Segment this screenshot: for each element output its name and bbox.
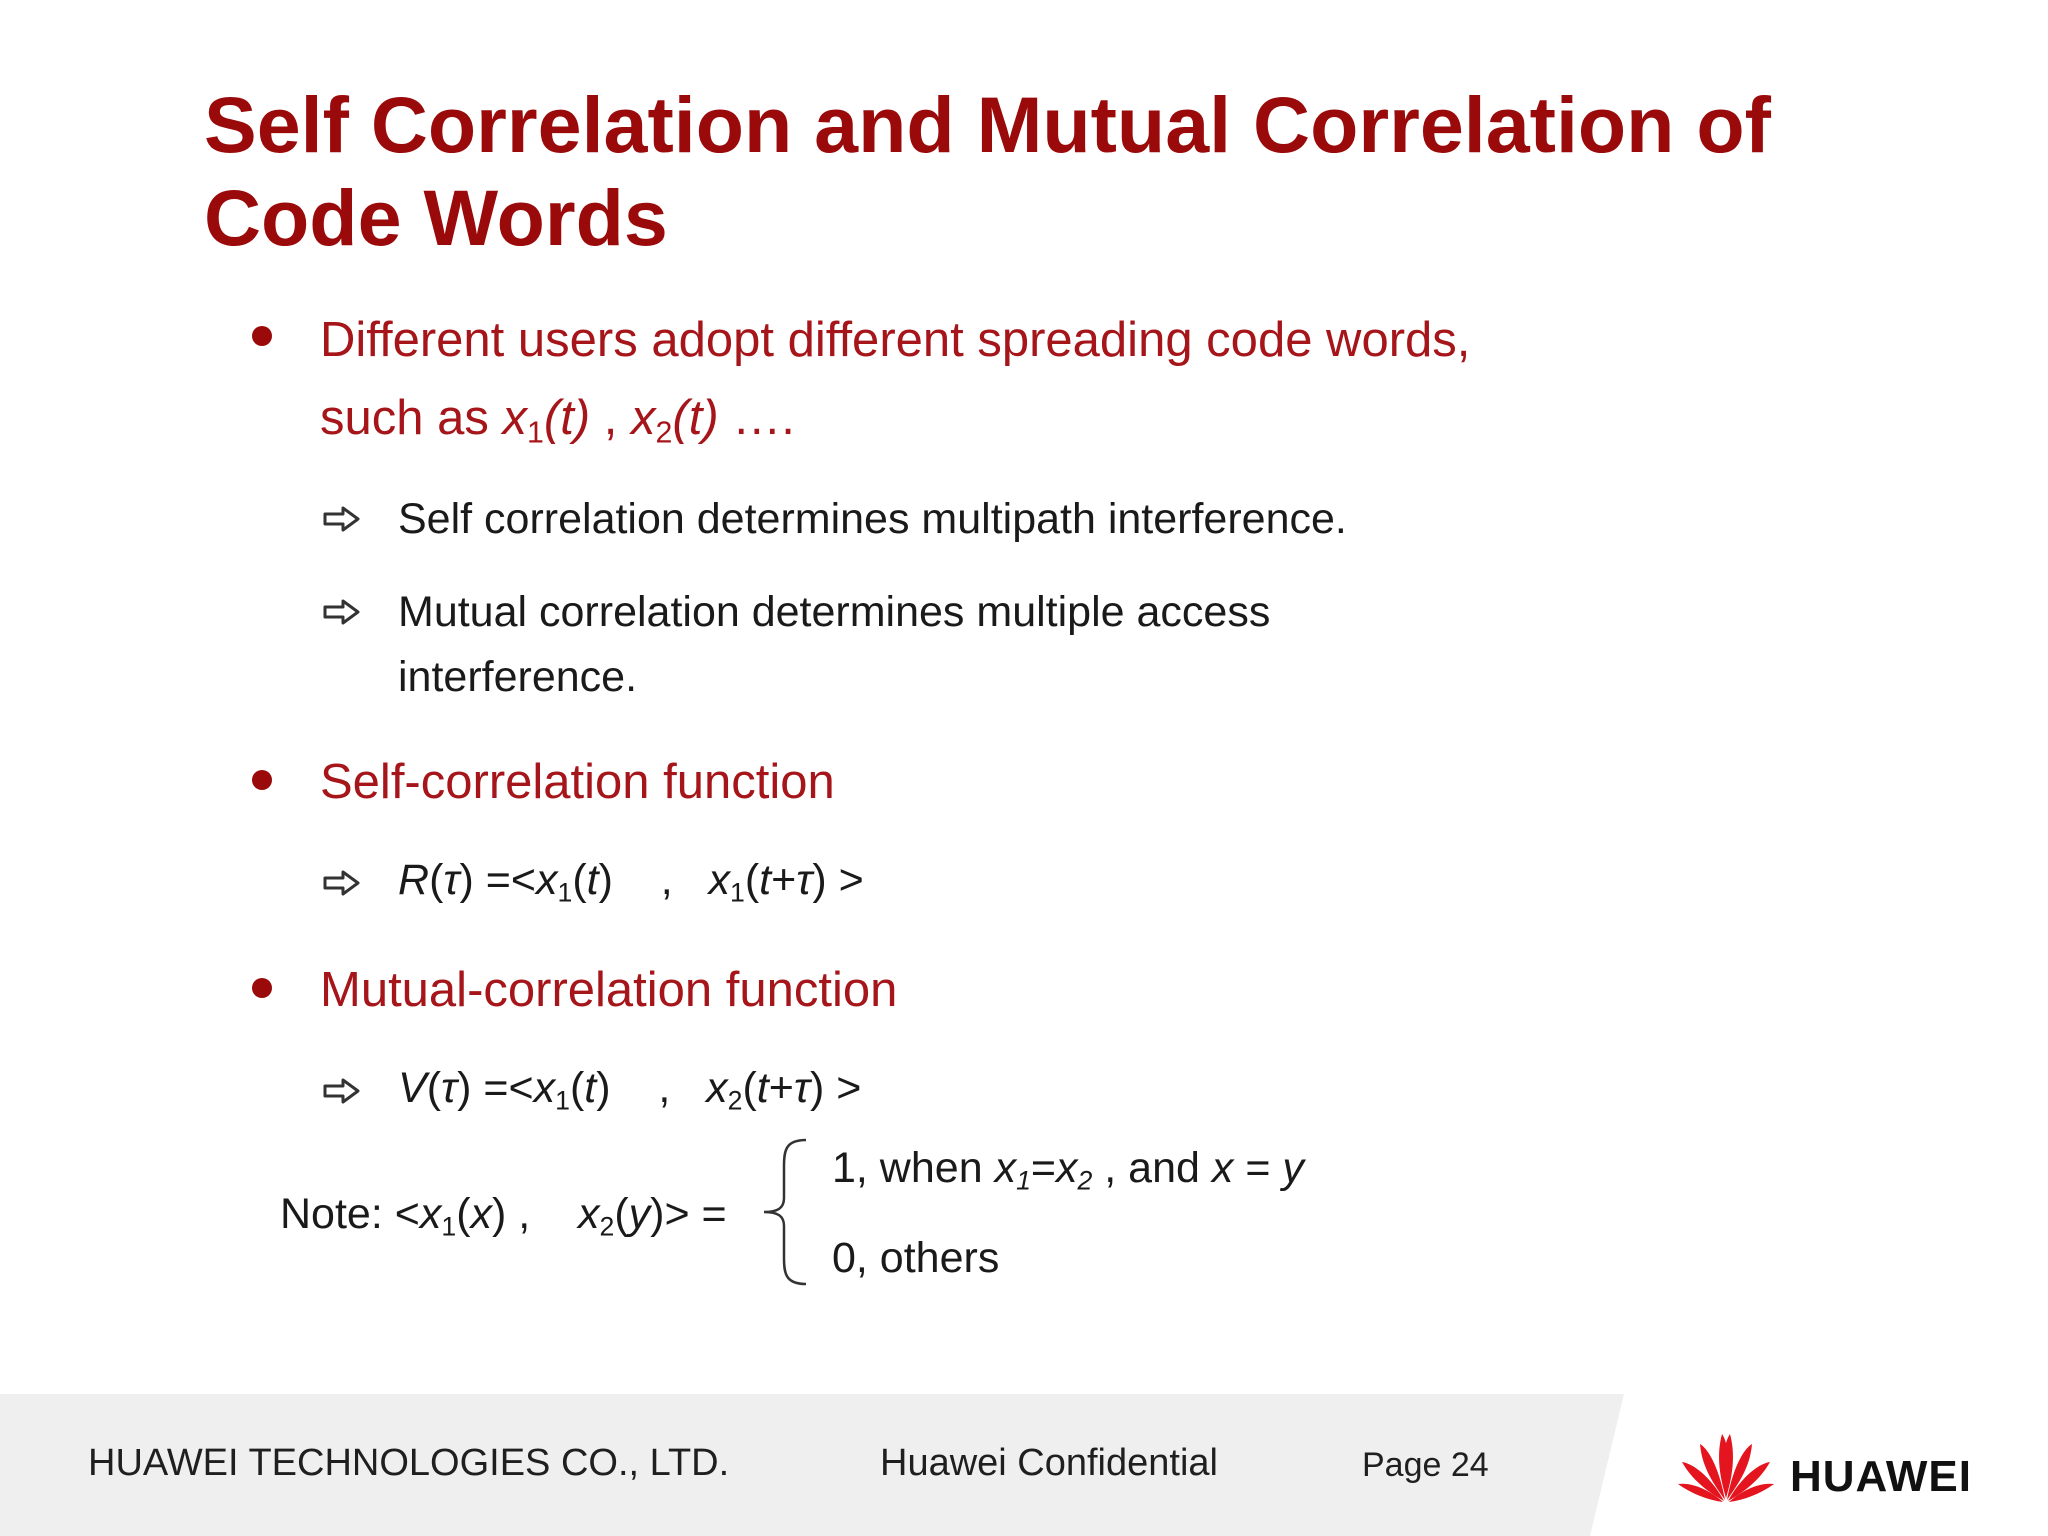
hollow-right-arrow-icon: [322, 504, 362, 534]
formula-self-correlation: $R(\tau) =<x_1(t)$ , $x_1(t+\tau)$ >: [398, 856, 864, 908]
footer-company: HUAWEI TECHNOLOGIES CO., LTD.: [88, 1442, 730, 1484]
bullet-mutual-correlation-function: Mutual-correlation function: [320, 963, 898, 1017]
bullet-1-separator: ,: [590, 391, 631, 445]
sub-bullet-mutual-correlation-line-2: interference.: [398, 653, 638, 701]
hollow-right-arrow-icon: [322, 868, 362, 898]
bullet-1-line-1: Different users adopt different spreading code words,: [320, 313, 1471, 367]
note-label: Note:: [280, 1190, 395, 1238]
bullet-1-ellipsis: ….: [718, 391, 795, 445]
note-lhs: Note: $<x_1(x)$ , $x_2(y)>$ =: [280, 1190, 727, 1242]
note-case-2: 0, others: [832, 1234, 1000, 1282]
huawei-wordmark: HUAWEI: [1790, 1452, 1972, 1501]
footer-confidential: Huawei Confidential: [880, 1442, 1218, 1484]
bullet-dot-icon: [252, 326, 272, 346]
note-case-1-prefix: 1, when: [832, 1144, 995, 1192]
slide-title-line-1: Self Correlation and Mutual Correlation of: [204, 80, 1771, 169]
math-x2-t: $x_2(t)$: [630, 391, 719, 450]
note-case-1-suffix: , and: [1092, 1144, 1212, 1192]
huawei-petal-logo-icon: [1676, 1428, 1776, 1504]
slide-title-line-2: Code Words: [204, 173, 668, 262]
bullet-dot-icon: [252, 770, 272, 790]
bullet-self-correlation-function: Self-correlation function: [320, 755, 835, 809]
hollow-right-arrow-icon: [322, 1076, 362, 1106]
footer-page-number: Page 24: [1362, 1446, 1489, 1484]
curly-brace-icon: [756, 1136, 812, 1288]
slide-title: [204, 78, 1904, 264]
hollow-right-arrow-icon: [322, 597, 362, 627]
bullet-1-prefix: such as: [320, 391, 503, 445]
bullet-1-line-2: [320, 379, 795, 457]
sub-bullet-mutual-correlation-line-1: Mutual correlation determines multiple access: [398, 588, 1271, 636]
bullet-dot-icon: [252, 978, 272, 998]
math-x1-t: $x_1(t)$: [502, 391, 591, 450]
formula-mutual-correlation: $V(\tau) =<x_1(t)$ , $x_2(t+\tau)$ >: [398, 1064, 862, 1116]
note-case-1: 1, when x1=x2 , and x = y: [832, 1144, 1304, 1196]
sub-bullet-self-correlation: Self correlation determines multipath interference.: [398, 495, 1347, 543]
